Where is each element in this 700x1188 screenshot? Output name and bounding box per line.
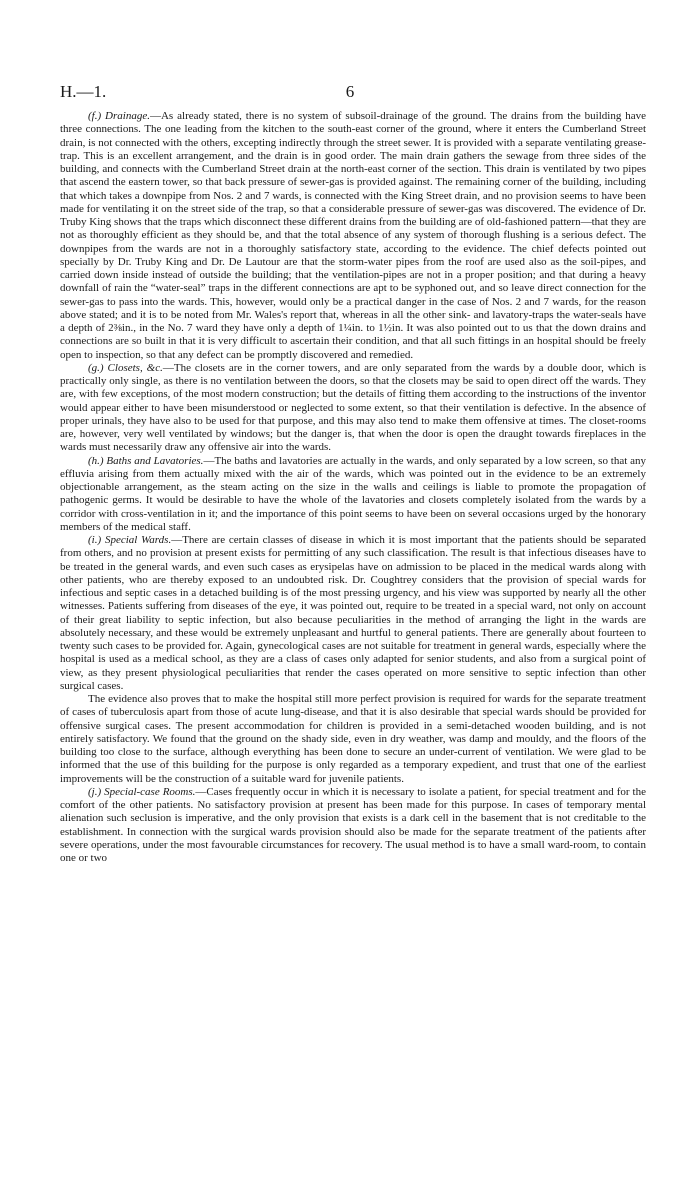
paragraph-special-wards: [60, 534, 646, 693]
section-heading: (j.) Special-case Rooms.: [88, 785, 196, 798]
page-number: 6: [345, 82, 355, 101]
paragraph-text: —As already stated, there is no system of subsoil-drainage of the ground. The drains from the building have three connections. The one leading from the kitchen to the south-east corner of the ground, where it enters the Cumberland Street drain, is not connected with the others, excepting indirectly through the street sewer. It is provided with a separate ventilating grease-trap. This is an excellent arrangement, and the drain is in good order. The main drain gathers the sewage from three sides of the building, and connects with the Cumberland Street drain at the north-east corner of the section. This drain is ventilated by two pipes that ascend the eastern tower, so that back pressure of sewer-gas is provided against. The remaining corner of the building, including that which takes a downpipe from Nos. 2 and 7 wards, is connected with the King Street drain, and no provision seems to have been made for ventilating it on the street side of the trap, so that a considerable pressure of sewer-gas was discovered. The evidence of Dr. Truby King shows that the traps which disconnect these different drains from the building are of old-fashioned pattern—that they are not as thoroughly efficient as they should be, and that the total absence of any system of thorough flushing is a serious defect. The downpipes from the wards are not in a thoroughly satisfactory state, according to the evidence. The chief defects pointed out specially by Dr. Truby King and Dr. De Lautour are that the storm-water pipes from the roof are used also as the soil-pipes, and carried down inside instead of outside the building; that the ventilation-pipes are not in a proper position; and that during a heavy downfall of rain the “water-seal” traps in the different connections are apt to be syphoned out, and so leave direct connection for the sewer-gas to pass into the wards. This, however, would only be a practical danger in the case of Nos. 2 and 7 wards, for the reason above stated; and it is to be noted from Mr. Wales's report that, whereas in all the other sink- and lavatory-traps the water-seals have a depth of 2⅜in., in the No. 7 ward they have only a depth of 1¼in. to 1½in. It was also pointed out to us that the down drains and connections are so built in that it is very difficult to ascertain their condition, and that all such fittings in an hospital should be freely open to inspection, so that any defect can be promptly discovered and remedied.: [60, 110, 647, 361]
paragraph-text: —Cases frequently occur in which it is necessary to isolate a patient, for special treatment and for the comfort of the other patients. No satisfactory provision at present has been made for this purpose. In cases of temporary mental alienation such seclusion is imperative, and the only provision that exists is a dark cell in the basement that is not creditable to the establishment. In connection with the surgical wards provision should also be made for the separate treatment of the patients after severe operations, under the most favourable circumstances for recovery. The usual method is to have a small ward-room, to contain one or two: [60, 785, 646, 864]
paragraph-text: —The closets are in the corner towers, and are only separated from the wards by a double door, which is practically only single, as there is no ventilation between the doors, so that the closets may be said to open direct off the wards. They are, with few exceptions, of the most modern construction; but the details of fitting them according to the instructions of the inventor would appear either to have been misunderstood or neglected to some extent, so that their ventilation is defective. In the absence of proper urinals, they have also to be used for that purpose, and this may also tend to make them offensive at times. The closet-rooms are, however, very well ventilated by windows; but the danger is, that when the door is open the draught towards fireplaces in the wards must necessarily draw any offensive air into the wards.: [60, 361, 646, 454]
paragraph-special-case-rooms: [60, 786, 646, 866]
section-heading: (h.) Baths and Lavatories.: [88, 454, 204, 467]
paragraph-drainage: [60, 110, 646, 362]
document-reference: H.—1.: [60, 82, 107, 101]
paragraph-text: —There are certain classes of disease in which it is most important that the patients should be separated from others, and no provision at present exists for permitting of any such classification. The result is that infectious diseases have to be treated in the general wards, and even such cases as erysipelas have on admission to be placed in the medical wards along with other patients, who are thereby exposed to an undoubted risk. Dr. Coughtrey considers that the provision of special wards for infectious and septic cases in a detached building is of the most pressing urgency, and his view was supported by nearly all the other witnesses. Patients suffering from diseases of the eye, it was pointed out, require to be treated in a special ward, not only on account of their great liability to septic infection, but also because peculiarities in the method of arranging the light in the wards are absolutely necessary, and these would be extremely unpleasant and hurtful to general patients. There are generally about fourteen to twenty such cases to be provided for. Again, gynecological cases are not suitable for treatment in general wards, especially where the hospital is used as a medical school, as they are a class of cases only adapted for senior students, and also from a surgical point of view, as they present physiological peculiarities that render the cases operated on more sensitive to septic infection than other surgical cases.: [60, 534, 646, 692]
paragraph-baths-lavatories: [60, 455, 646, 535]
paragraph-text: The evidence also proves that to make the hospital still more perfect provision is required for wards for the separate treatment of cases of tuberculosis apart from those of acute lung-disease, and that it is also desirable that special wards should be provided for offensive surgical cases. The present accommodation for children is provided in a semi-detached wooden building, and is not entirely satisfactory. We found that the ground on the shady side, even in dry weather, was damp and mouldy, and the floors of the building too close to the surface, although everything has been done to secure an under-current of ventilation. We were glad to be informed that the use of this building for the purpose is only regarded as a temporary expedient, and trust that one of the earliest improvements will be the construction of a suitable ward for juvenile patients.: [60, 693, 646, 785]
section-heading: (g.) Closets, &c.: [88, 361, 163, 374]
section-heading: (i.) Special Wards.: [88, 534, 172, 546]
paragraph-text: —The baths and lavatories are actually in the wards, and only separated by a low screen, so that any effluvia arising from them actually mixed with the air of the wards, which was pointed out in the evidence to be an extremely objectionable arrangement, as the steam acting on the size in the walls and ceilings is liable to promote the propagation of pathogenic germs. It would be desirable to have the whole of the lavatories and closets completely isolated from the wards by a corridor with cross-ventilation in it; and the importance of this point seems to have been on several occasions urged by the honorary members of the medical staff.: [60, 454, 646, 533]
paragraph-evidence: [60, 693, 646, 786]
page-header: [60, 82, 640, 104]
paragraph-closets: [60, 362, 646, 455]
body-text: [60, 110, 646, 865]
section-heading: (f.) Drainage.: [88, 110, 150, 122]
